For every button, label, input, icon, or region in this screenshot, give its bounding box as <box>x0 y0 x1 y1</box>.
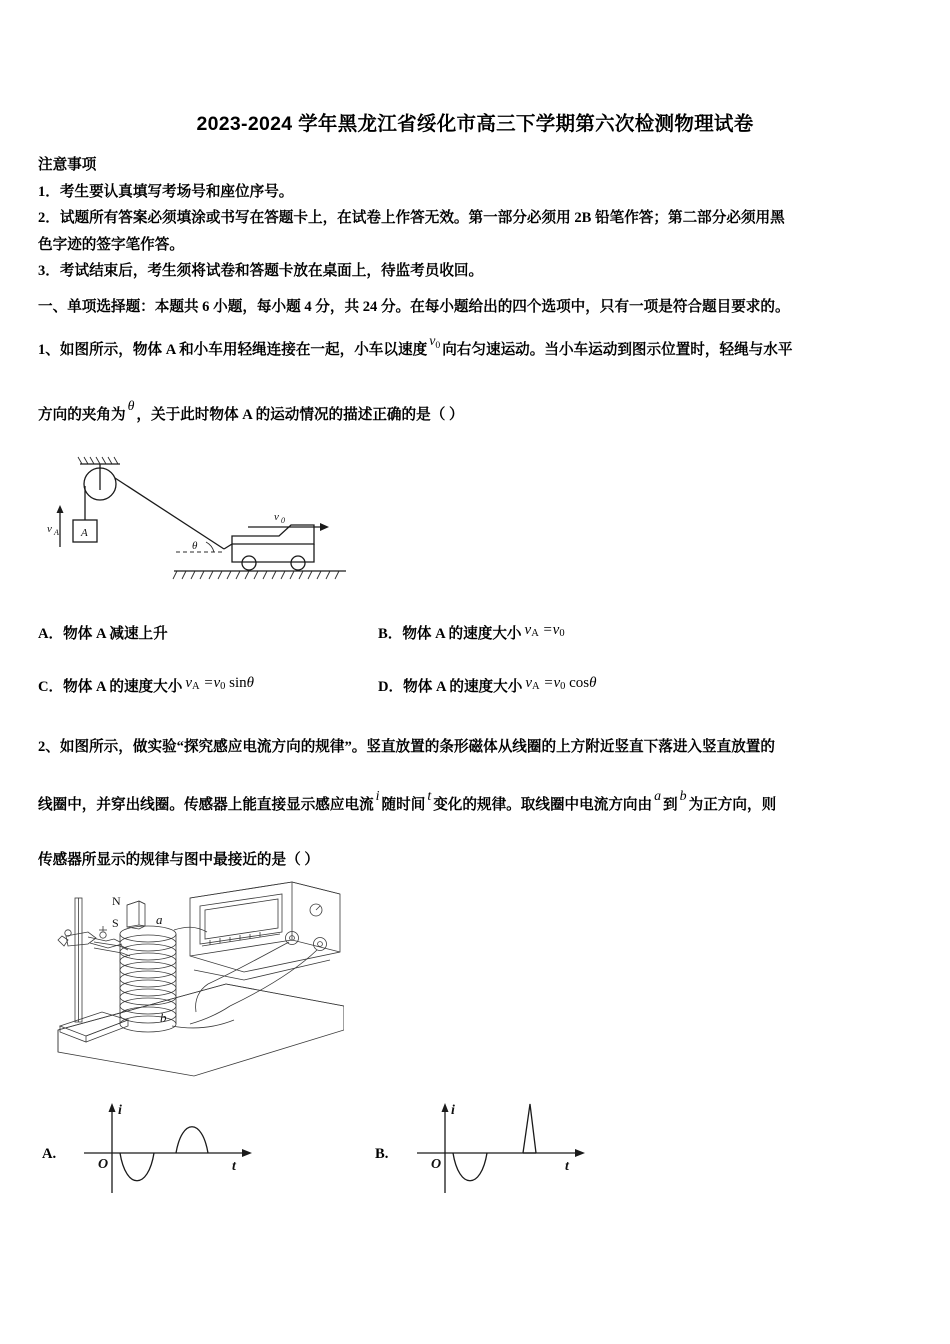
magnet-n-label: N <box>112 894 121 908</box>
option-b-key-q2: B. <box>375 1146 389 1162</box>
svg-text:i: i <box>451 1103 455 1118</box>
option-b-formula: vA =v0 <box>524 621 565 640</box>
option-d-key: D． <box>378 679 404 695</box>
notice-heading: 注意事项 <box>38 157 97 173</box>
q2-time-symbol: t <box>427 789 432 805</box>
pulley-cart-figure <box>46 452 356 587</box>
option-a-key-q2: A. <box>42 1146 57 1162</box>
option-c-key: C． <box>38 679 64 695</box>
q1-text-b: 向右匀速运动。当小车运动到图示位置时，轻绳与水平 <box>442 342 793 358</box>
option-a-q1[interactable] <box>38 622 168 643</box>
option-d-formula: vA =v0 cosθ <box>525 674 597 693</box>
q1-l2-text-b: ，关于此时物体 A 的运动情况的描述正确的是（ ） <box>136 407 464 423</box>
q1-theta-symbol: θ <box>127 399 135 415</box>
q2-text-d: 到 <box>663 797 678 813</box>
solenoid-coil <box>120 926 176 1032</box>
notice-block <box>38 152 912 285</box>
q1-v0-base: v <box>429 334 436 350</box>
option-a-key: A． <box>38 626 64 642</box>
coil-magnet-apparatus-figure <box>44 880 344 1085</box>
binding-post-right <box>314 938 327 951</box>
notice-item-2: 2．试题所有答案必须填涂或书写在答题卡上，在试卷上作答无效。第一部分必须用 2B 铅笔作答；第二部分必须用黑 <box>38 210 785 226</box>
option-c-text: 物体 A 的速度大小 <box>63 679 183 695</box>
terminal-b-label: b <box>160 1010 167 1025</box>
magnet-s-label: S <box>112 916 119 930</box>
option-b-q1[interactable] <box>378 622 565 643</box>
question-1-line-1 <box>38 335 916 367</box>
q2-current-symbol: i <box>375 789 380 805</box>
terminal-a-label: a <box>156 912 163 927</box>
question-2-line-2 <box>38 790 916 821</box>
question-2-line-3: 传感器所显示的规律与图中最接近的是（ ） <box>38 852 319 868</box>
svg-text:t: t <box>565 1159 569 1174</box>
option-b-key: B． <box>378 626 403 642</box>
q2-text-e: 为正方向，则 <box>688 797 777 813</box>
q1-text-a: 1、如图所示，物体 A 和小车用轻绳连接在一起，小车以速度 <box>38 342 428 358</box>
option-d-text: 物体 A 的速度大小 <box>403 679 523 695</box>
q1-l2-text-a: 方向的夹角为 <box>38 407 126 423</box>
q2-terminal-b-symbol: b <box>679 789 687 805</box>
section-one-heading: 一、单项选择题：本题共 6 小题，每小题 4 分，共 24 分。在每小题给出的四个选项中，只有一项是符合题目要求的。 <box>38 299 790 315</box>
option-b-graph <box>405 1098 625 1198</box>
question-2-line-1: 2、如图所示，做实验“探究感应电流方向的规律”。竖直放置的条形磁体从线圈的上方附近竖直下落进入竖直放置的 <box>38 739 775 755</box>
option-a-text: 物体 A 减速上升 <box>63 626 168 642</box>
svg-text:O: O <box>431 1157 442 1172</box>
page-title: 2023-2024 学年黑龙江省绥化市高三下学期第六次检测物理试卷 <box>196 113 754 135</box>
notice-item-3: 3．考试结束后，考生须将试卷和答题卡放在桌面上，待监考员收回。 <box>38 263 484 279</box>
svg-text:i: i <box>118 1103 122 1118</box>
option-a-graph <box>72 1098 292 1198</box>
option-c-formula: vA =v0 sinθ <box>185 674 255 693</box>
notice-item-1: 1．考生要认真填写考场号和座位序号。 <box>38 183 294 200</box>
q1-v0-symbol <box>427 334 442 352</box>
option-b-text: 物体 A 的速度大小 <box>402 626 522 642</box>
q2-text-b: 随时间 <box>381 797 426 813</box>
q2-text-a: 线圈中，并穿出线圈。传感器上能直接显示感应电流 <box>38 797 374 813</box>
option-c-q1[interactable] <box>38 675 254 696</box>
svg-text:A: A <box>54 528 59 537</box>
svg-text:O: O <box>98 1157 109 1172</box>
sensor-display-box <box>190 882 340 972</box>
question-1-line-2 <box>38 400 916 431</box>
q2-terminal-a-symbol: a <box>654 789 662 805</box>
svg-text:v: v <box>274 511 279 523</box>
svg-text:0: 0 <box>281 516 285 525</box>
svg-text:v: v <box>47 523 52 535</box>
q1-v0-sub: 0 <box>435 340 441 352</box>
svg-text:θ: θ <box>192 540 198 552</box>
svg-text:t: t <box>232 1159 236 1174</box>
option-d-q1[interactable] <box>378 675 597 696</box>
bar-magnet <box>127 901 145 929</box>
svg-text:A: A <box>81 527 88 539</box>
notice-item-2-cont: 色字迹的签字笔作答。 <box>38 236 184 253</box>
q2-text-c: 变化的规律。取线圈中电流方向由 <box>433 797 653 813</box>
